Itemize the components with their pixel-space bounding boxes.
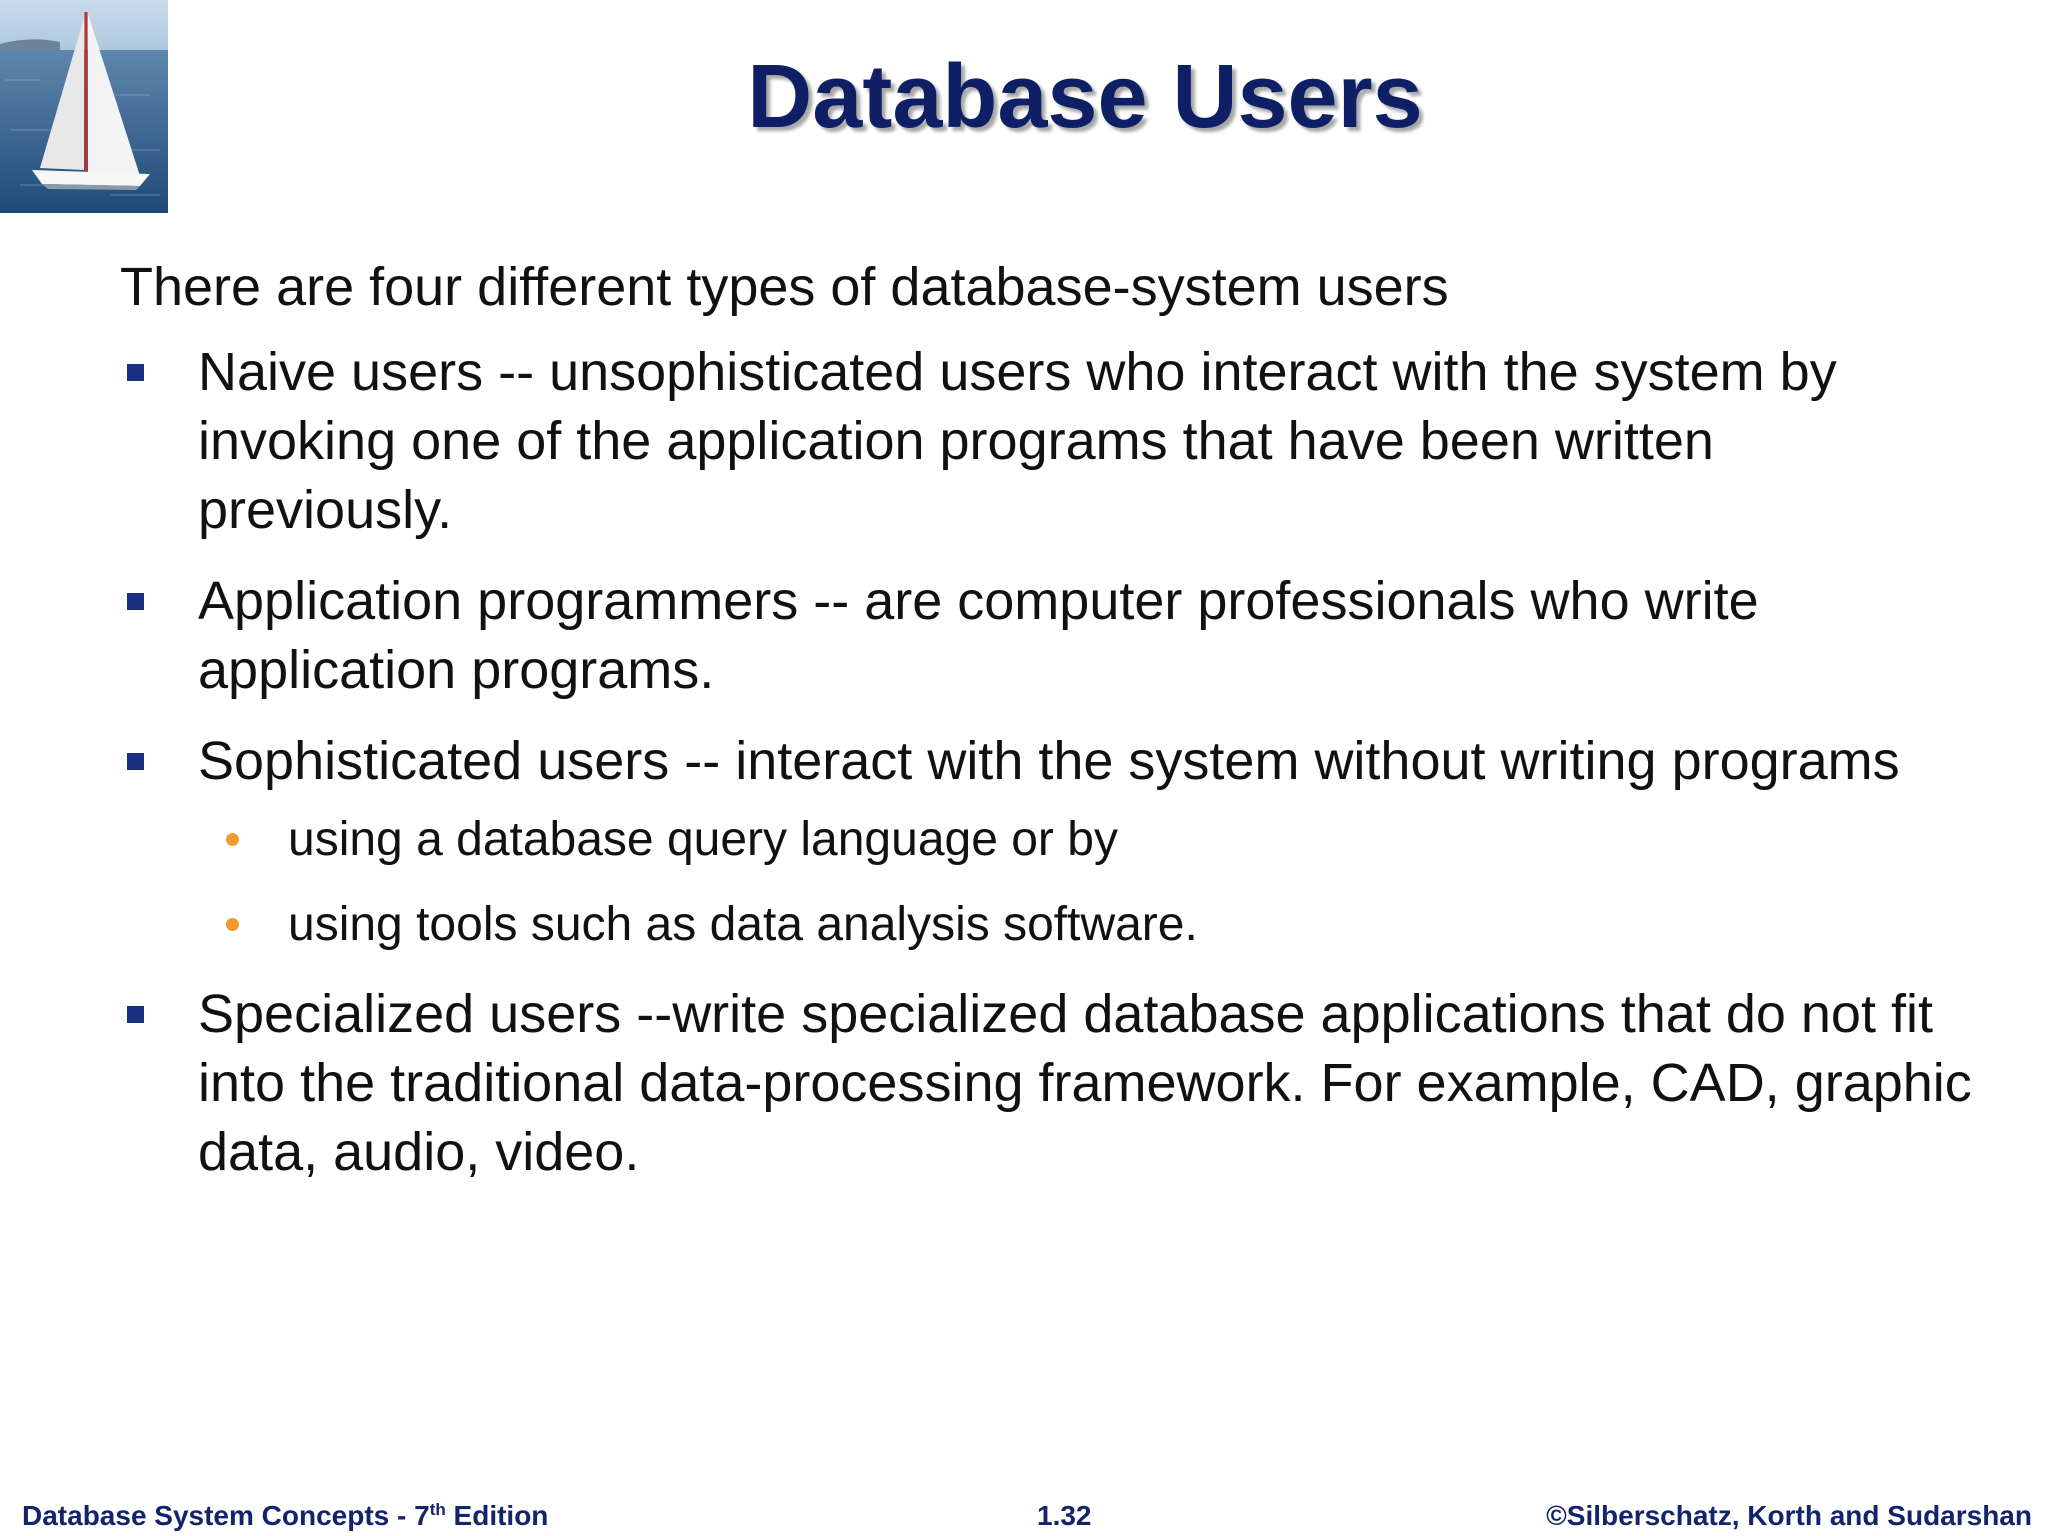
bullet-text: Naive users -- unsophisticated users who interact with the system by invoking one of the application programs that have been written previously.: [198, 342, 1837, 540]
slide-content: [120, 254, 1980, 1209]
dot-bullet-icon: [226, 918, 239, 931]
sub-list-item: [198, 895, 1980, 955]
footer-book-title: [22, 1500, 548, 1532]
sub-bullet-text: using tools such as data analysis software.: [288, 898, 1198, 951]
sub-list-item: [198, 810, 1980, 870]
bullet-list: [120, 338, 1980, 1187]
bullet-text: Application programmers -- are computer professionals who write application programs.: [198, 571, 1759, 700]
bullet-text: Sophisticated users -- interact with the system without writing programs: [198, 731, 1900, 791]
slide-footer: [0, 1496, 2048, 1536]
bullet-text: Specialized users --write specialized database applications that do not fit into the traditional data-processing framework. For example, CAD, graphic data, audio, video.: [198, 984, 1972, 1182]
square-bullet-icon: [127, 364, 144, 381]
square-bullet-icon: [127, 593, 144, 610]
intro-text: There are four different types of database-system users: [120, 257, 1449, 317]
slide-title: Database Users: [747, 47, 1423, 147]
sailboat-icon: [0, 0, 168, 213]
list-item: [120, 338, 1980, 545]
footer-edition-word: Edition: [445, 1500, 549, 1531]
square-bullet-icon: [127, 1006, 144, 1023]
list-item: [120, 727, 1980, 955]
dot-bullet-icon: [226, 833, 239, 846]
footer-book-name: Database System Concepts - 7: [22, 1500, 430, 1531]
footer-edition-sup: th: [429, 1500, 446, 1519]
sub-bullet-list: [198, 810, 1980, 955]
page-number: 1.32: [1037, 1500, 1092, 1531]
square-bullet-icon: [127, 753, 144, 770]
list-item: [120, 567, 1980, 705]
footer-copyright: ©Silberschatz, Korth and Sudarshan: [1546, 1500, 2032, 1531]
list-item: [120, 980, 1980, 1187]
sub-bullet-text: using a database query language or by: [288, 813, 1118, 866]
